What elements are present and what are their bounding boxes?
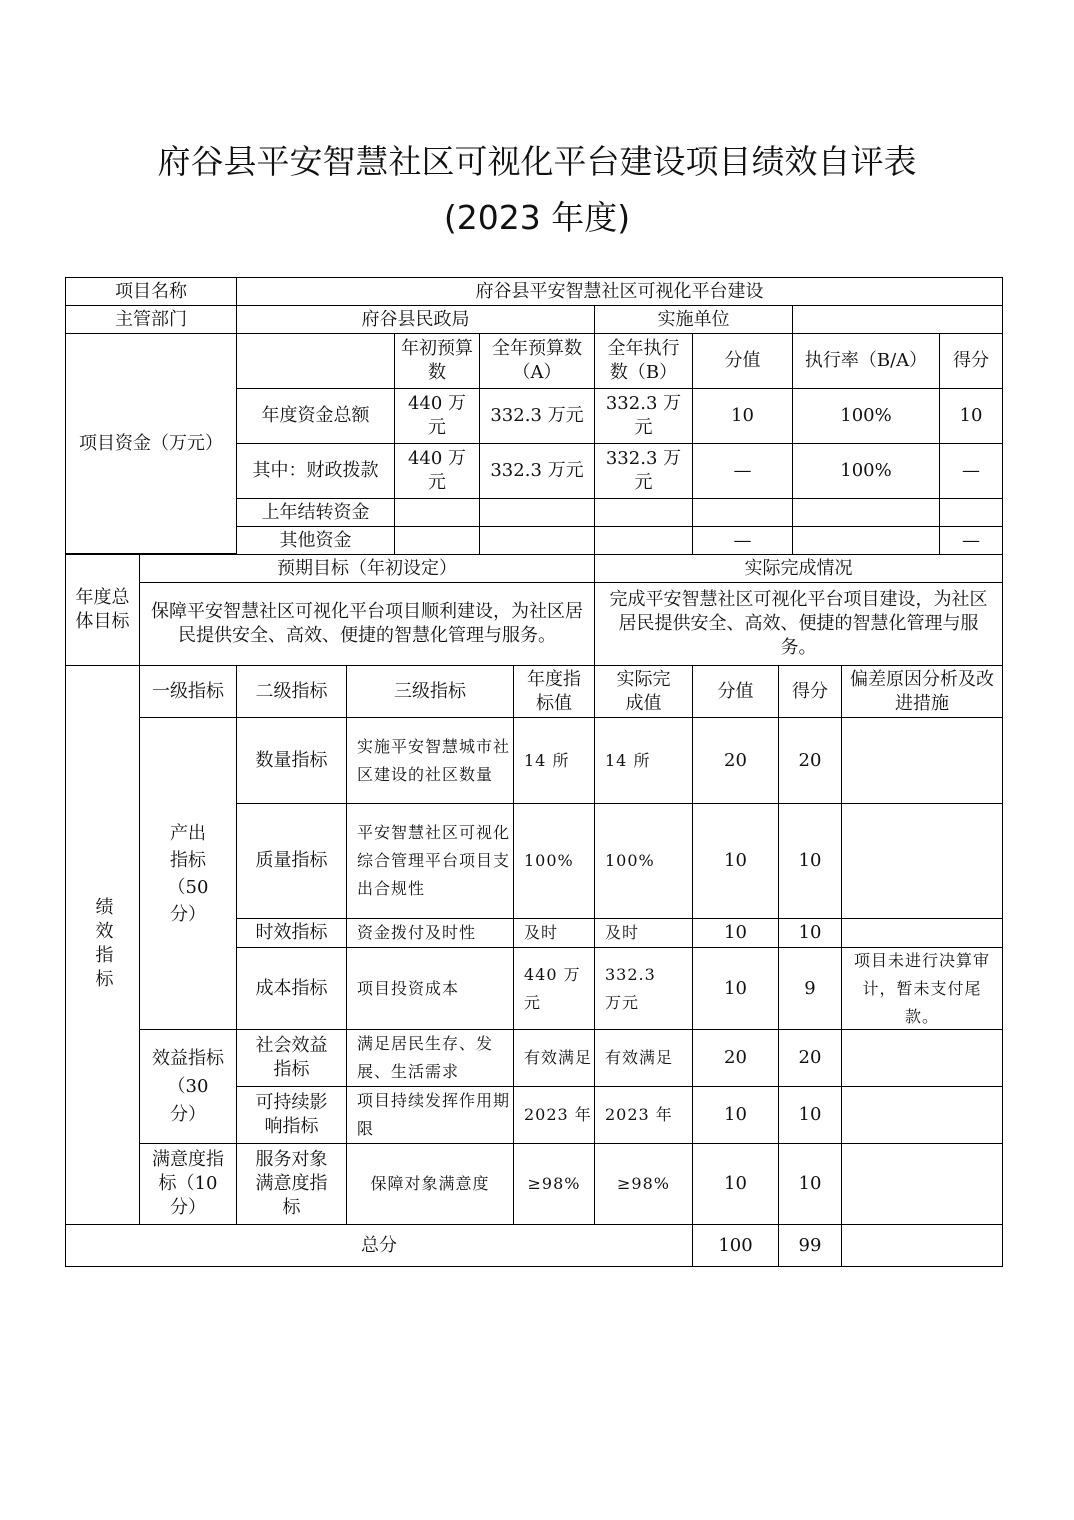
- perf-row-actual: 有效满足: [594, 1029, 693, 1087]
- funds-header-initial: 年初预算数: [394, 333, 480, 389]
- funds-header-annual: 全年预算数（A）: [479, 333, 595, 389]
- funds-row-score-value: 10: [692, 388, 793, 444]
- perf-row-score-value: 10: [692, 947, 779, 1030]
- project-name-label: 项目名称: [65, 277, 237, 306]
- perf-row-level2: 服务对象满意度指标: [236, 1143, 347, 1225]
- perf-row-score: 9: [778, 947, 842, 1030]
- perf-row-level2: 社会效益指标: [236, 1029, 347, 1087]
- funds-row-annual: [479, 498, 595, 527]
- impl-label: 实施单位: [594, 305, 793, 334]
- perf-row-note: [841, 918, 1003, 948]
- dept-value: 府谷县民政局: [236, 305, 595, 334]
- dept-label: 主管部门: [65, 305, 237, 334]
- perf-row-score: 10: [778, 918, 842, 948]
- perf-row-score: 20: [778, 1029, 842, 1087]
- funds-row-rate: [792, 498, 940, 527]
- perf-row-level2: 质量指标: [236, 803, 347, 919]
- total-note: [841, 1224, 1003, 1267]
- funds-label: 项目资金（万元）: [65, 333, 237, 554]
- perf-row-target: 及时: [513, 918, 595, 948]
- funds-row-initial: 440 万元: [394, 388, 480, 444]
- perf-row-level3: 资金拨付及时性: [346, 918, 514, 948]
- funds-header-executed: 全年执行数（B）: [594, 333, 693, 389]
- funds-row-rate: 100%: [792, 388, 940, 444]
- perf-row-score-value: 10: [692, 803, 779, 919]
- perf-header-level2: 二级指标: [236, 665, 347, 718]
- perf-row-note: [841, 717, 1003, 804]
- funds-row-initial: 440 万元: [394, 443, 480, 499]
- satisfaction-indicator-text: 满意度指标（10 分）: [152, 1149, 224, 1218]
- perf-row-target: 440 万元: [513, 947, 595, 1030]
- perf-row-target: 100%: [513, 803, 595, 919]
- perf-row-note: [841, 1143, 1003, 1225]
- perf-row-score-value: 10: [692, 1086, 779, 1144]
- perf-row-actual: 14 所: [594, 717, 693, 804]
- funds-header-blank: [236, 333, 395, 389]
- funds-row-score: [939, 498, 1003, 527]
- perf-row-note: [841, 803, 1003, 919]
- perf-header-level3: 三级指标: [346, 665, 514, 718]
- benefit-indicator-text: 效益指标（30 分）: [152, 1047, 224, 1125]
- perf-row-score-value: 20: [692, 1029, 779, 1087]
- perf-label-text: 绩效指标: [92, 897, 114, 993]
- perf-row-score: 10: [778, 1143, 842, 1225]
- output-indicator-text: 产出指标（50 分）: [167, 822, 209, 925]
- benefit-indicator-label: [139, 1029, 237, 1144]
- perf-row-target: 有效满足: [513, 1029, 595, 1087]
- perf-header-note: 偏差原因分析及改进措施: [841, 665, 1003, 718]
- funds-row-initial: [394, 498, 480, 527]
- perf-row-level3: 保障对象满意度: [346, 1143, 514, 1225]
- funds-row-rate: 100%: [792, 443, 940, 499]
- output-indicator-label: [139, 717, 237, 1030]
- funds-row-executed: [594, 526, 693, 555]
- funds-row-label: 其中：财政拨款: [236, 443, 395, 499]
- perf-row-score: 20: [778, 717, 842, 804]
- total-score-value: 100: [692, 1224, 779, 1267]
- funds-row-score: —: [939, 526, 1003, 555]
- funds-row-score: 10: [939, 388, 1003, 444]
- goals-actual-label: 实际完成情况: [594, 554, 1003, 583]
- impl-value: [792, 305, 1003, 334]
- funds-row-rate: [792, 526, 940, 555]
- goals-expected: 保障平安智慧社区可视化平台项目顺利建设，为社区居民提供安全、高效、便捷的智慧化管理与服务。: [139, 582, 595, 666]
- funds-header-rate: 执行率（B/A）: [792, 333, 940, 389]
- perf-row-score-value: 10: [692, 1143, 779, 1225]
- perf-header-actual: 实际完成值: [594, 665, 693, 718]
- funds-row-executed: 332.3 万元: [594, 388, 693, 444]
- page-subtitle: (2023 年度): [443, 198, 631, 237]
- funds-header-score: 得分: [939, 333, 1003, 389]
- goals-expected-label: 预期目标（年初设定）: [139, 554, 595, 583]
- perf-row-target: 2023 年: [513, 1086, 595, 1144]
- perf-header-target: 年度指标值: [513, 665, 595, 718]
- funds-row-score: —: [939, 443, 1003, 499]
- satisfaction-indicator-label: [139, 1143, 237, 1225]
- funds-row-label: 其他资金: [236, 526, 395, 555]
- total-label-text: 总分: [361, 1234, 397, 1256]
- perf-row-target: ≥98%: [513, 1143, 595, 1225]
- perf-row-level3: 项目投资成本: [346, 947, 514, 1030]
- total-score: 99: [778, 1224, 842, 1267]
- perf-row-actual: 332.3 万元: [594, 947, 693, 1030]
- funds-row-score-value: —: [692, 526, 793, 555]
- perf-row-actual: 2023 年: [594, 1086, 693, 1144]
- evaluation-table: [66, 278, 1004, 1268]
- perf-row-score: 10: [778, 1086, 842, 1144]
- funds-row-executed: [594, 498, 693, 527]
- funds-row-annual: [479, 526, 595, 555]
- page-title: 府谷县平安智慧社区可视化平台建设项目绩效自评表: [157, 142, 917, 181]
- perf-row-level3: 实施平安智慧城市社区建设的社区数量: [346, 717, 514, 804]
- goals-label: 年度总体目标: [65, 554, 140, 666]
- perf-row-score: 10: [778, 803, 842, 919]
- funds-row-label: 年度资金总额: [236, 388, 395, 444]
- perf-header-score-value: 分值: [692, 665, 779, 718]
- perf-row-actual: 100%: [594, 803, 693, 919]
- funds-row-score-value: —: [692, 443, 793, 499]
- perf-row-score-value: 10: [692, 918, 779, 948]
- total-label: [65, 1224, 693, 1267]
- perf-row-note: [841, 1086, 1003, 1144]
- perf-row-level2: 时效指标: [236, 918, 347, 948]
- perf-row-level3: 满足居民生存、发展、生活需求: [346, 1029, 514, 1087]
- perf-header-level1: 一级指标: [139, 665, 237, 718]
- funds-row-score-value: [692, 498, 793, 527]
- funds-row-annual: 332.3 万元: [479, 388, 595, 444]
- funds-row-executed: 332.3 万元: [594, 443, 693, 499]
- perf-row-actual: ≥98%: [594, 1143, 693, 1225]
- perf-row-level2: 数量指标: [236, 717, 347, 804]
- perf-row-level2: 可持续影响指标: [236, 1086, 347, 1144]
- funds-row-label: 上年结转资金: [236, 498, 395, 527]
- perf-row-note: 项目未进行决算审计，暂未支付尾款。: [841, 947, 1003, 1030]
- perf-header-score: 得分: [778, 665, 842, 718]
- goals-actual: 完成平安智慧社区可视化平台项目建设，为社区居民提供安全、高效、便捷的智慧化管理与服务。: [594, 582, 1003, 666]
- project-name: 府谷县平安智慧社区可视化平台建设: [236, 277, 1003, 306]
- perf-label: [65, 665, 140, 1225]
- perf-row-note: [841, 1029, 1003, 1087]
- perf-row-level3: 平安智慧社区可视化综合管理平台项目支出合规性: [346, 803, 514, 919]
- funds-row-annual: 332.3 万元: [479, 443, 595, 499]
- perf-row-level3: 项目持续发挥作用期限: [346, 1086, 514, 1144]
- funds-header-score-value: 分值: [692, 333, 793, 389]
- perf-row-level2: 成本指标: [236, 947, 347, 1030]
- perf-row-actual: 及时: [594, 918, 693, 948]
- perf-row-score-value: 20: [692, 717, 779, 804]
- funds-row-initial: [394, 526, 480, 555]
- perf-row-target: 14 所: [513, 717, 595, 804]
